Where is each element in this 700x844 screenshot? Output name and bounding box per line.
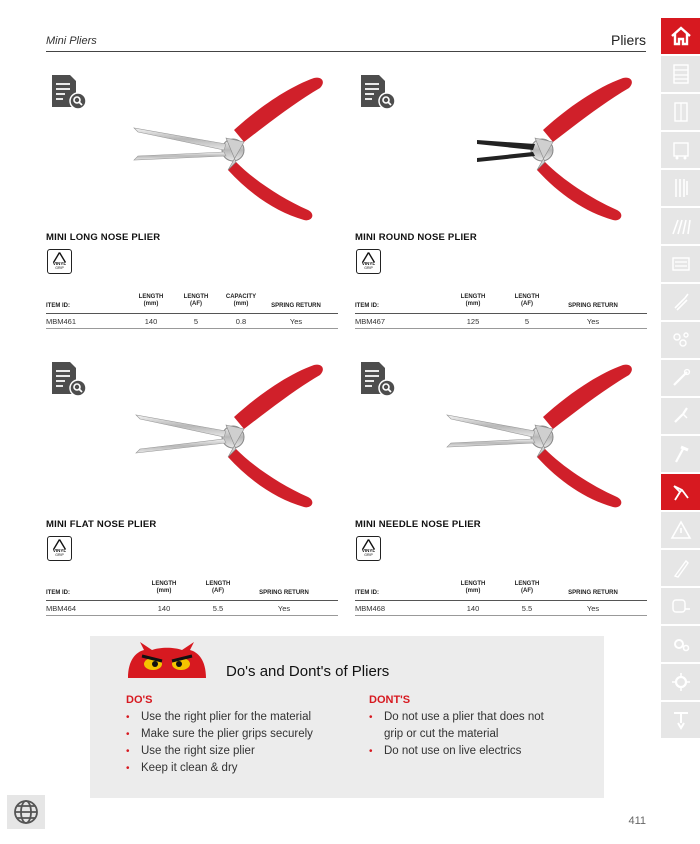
table-cell: MBM464 (46, 604, 77, 613)
sidebar-tab-cabinet[interactable] (661, 94, 700, 130)
gear-icon (669, 632, 693, 656)
table-cell: 140 (157, 604, 171, 613)
product-name: MINI FLAT NOSE PLIER (46, 519, 157, 530)
drawer-icon (669, 62, 693, 86)
puller-icon (669, 670, 693, 694)
table-cell: 5.5 (521, 604, 533, 613)
product-name: MINI LONG NOSE PLIER (46, 232, 161, 243)
vinyl-grip-badge: VINYL GRIP (47, 536, 72, 561)
table-rule (46, 313, 338, 314)
ratchet-icon (669, 328, 693, 352)
screwdriver-icon (669, 404, 693, 428)
warning-sign-icon (669, 518, 693, 542)
column-header: LENGTH (mm) (460, 581, 486, 594)
long-nose-plier-image (76, 70, 346, 225)
socket-set-icon (669, 252, 693, 276)
category-sidebar (661, 18, 700, 740)
table-rule (355, 328, 647, 329)
table-cell: 5 (193, 317, 199, 326)
page-number: 411 (628, 815, 646, 827)
globe-button[interactable] (7, 795, 45, 829)
table-cell: 0.8 (235, 317, 247, 326)
table-cell: 140 (144, 317, 158, 326)
round-nose-plier-image (385, 70, 655, 225)
section-title: Mini Pliers (46, 35, 97, 47)
dos-list (126, 709, 313, 777)
list-item: • Use the right size plier (126, 743, 313, 760)
column-header: LENGTH (AF) (205, 581, 231, 594)
home-icon (669, 24, 693, 48)
table-rule (355, 615, 647, 616)
product-name: MINI ROUND NOSE PLIER (355, 232, 477, 243)
list-item: • Do not use a plier that does not grip or cut the material (369, 709, 549, 743)
vinyl-grip-badge: VINYL GRIP (356, 536, 381, 561)
vinyl-grip-badge: VINYL GRIP (47, 249, 72, 274)
sidebar-tab-tape-measure[interactable] (661, 588, 700, 624)
dos-donts-panel (90, 636, 604, 798)
column-header: LENGTH (mm) (138, 294, 164, 307)
table-rule (46, 328, 338, 329)
tape-measure-icon (669, 594, 693, 618)
tool-roll-icon (669, 176, 693, 200)
column-header: LENGTH (AF) (183, 294, 209, 307)
table-rule (355, 600, 647, 601)
column-header: SPRING RETURN (568, 590, 618, 596)
product-name: MINI NEEDLE NOSE PLIER (355, 519, 481, 530)
table-cell: MBM461 (46, 317, 77, 326)
table-cell: Yes (289, 317, 303, 326)
sidebar-tab-tool-roll[interactable] (661, 170, 700, 206)
table-cell: Yes (586, 604, 600, 613)
column-header: ITEM ID: (355, 303, 379, 309)
sidebar-tab-drawer[interactable] (661, 56, 700, 92)
flat-nose-plier-image (76, 357, 346, 512)
sidebar-tab-warning-sign[interactable] (661, 512, 700, 548)
column-header: LENGTH (AF) (514, 581, 540, 594)
list-item: • Do not use on live electrics (369, 743, 549, 760)
table-cell: Yes (586, 317, 600, 326)
donts-list (369, 709, 549, 760)
spanner-icon (669, 366, 693, 390)
column-header: SPRING RETURN (568, 303, 618, 309)
table-cell: Yes (277, 604, 291, 613)
globe-icon (12, 798, 40, 826)
sidebar-tab-pliers[interactable] (661, 474, 700, 510)
hammer-icon (669, 442, 693, 466)
sidebar-tab-screwdriver-set[interactable] (661, 208, 700, 244)
sidebar-tab-screwdriver[interactable] (661, 398, 700, 434)
table-rule (355, 313, 647, 314)
trolley-icon (669, 138, 693, 162)
clamp-icon (669, 708, 693, 732)
list-item: • Use the right plier for the material (126, 709, 313, 726)
sidebar-tab-hammer[interactable] (661, 436, 700, 472)
needle-nose-plier-image (385, 357, 655, 512)
column-header: ITEM ID: (46, 303, 70, 309)
sidebar-tab-file[interactable] (661, 550, 700, 586)
table-rule (46, 615, 338, 616)
devil-mascot-icon (126, 642, 208, 678)
header-divider (46, 51, 646, 52)
column-header: CAPACITY (mm) (225, 294, 257, 307)
column-header: SPRING RETURN (271, 303, 321, 309)
column-header: LENGTH (mm) (151, 581, 177, 594)
table-rule (46, 600, 338, 601)
sidebar-tab-home[interactable] (661, 18, 700, 54)
table-cell: 125 (466, 317, 480, 326)
cabinet-icon (669, 100, 693, 124)
column-header: ITEM ID: (46, 590, 70, 596)
sidebar-tab-puller[interactable] (661, 664, 700, 700)
table-cell: MBM467 (355, 317, 386, 326)
table-cell: MBM468 (355, 604, 386, 613)
table-cell: 140 (466, 604, 480, 613)
sidebar-tab-socket-set[interactable] (661, 246, 700, 282)
donts-heading: DONT'S (369, 694, 411, 706)
sidebar-tab-spanner[interactable] (661, 360, 700, 396)
list-item: • Keep it clean & dry (126, 760, 313, 777)
category-title: Pliers (610, 32, 646, 48)
sidebar-tab-gear[interactable] (661, 626, 700, 662)
table-cell: 5.5 (212, 604, 224, 613)
screwdriver-set-icon (669, 214, 693, 238)
hex-key-icon (669, 290, 693, 314)
column-header: LENGTH (AF) (514, 294, 540, 307)
pliers-icon (669, 480, 693, 504)
column-header: ITEM ID: (355, 590, 379, 596)
column-header: SPRING RETURN (259, 590, 309, 596)
table-cell: 5 (524, 317, 530, 326)
sidebar-tab-hex-key[interactable] (661, 284, 700, 320)
sidebar-tab-ratchet[interactable] (661, 322, 700, 358)
vinyl-grip-badge: VINYL GRIP (356, 249, 381, 274)
list-item: • Make sure the plier grips securely (126, 726, 313, 743)
file-icon (669, 556, 693, 580)
dos-heading: DO'S (126, 694, 153, 706)
column-header: LENGTH (mm) (460, 294, 486, 307)
sidebar-tab-trolley[interactable] (661, 132, 700, 168)
dos-donts-title: Do's and Dont's of Pliers (226, 663, 390, 680)
sidebar-tab-clamp[interactable] (661, 702, 700, 738)
